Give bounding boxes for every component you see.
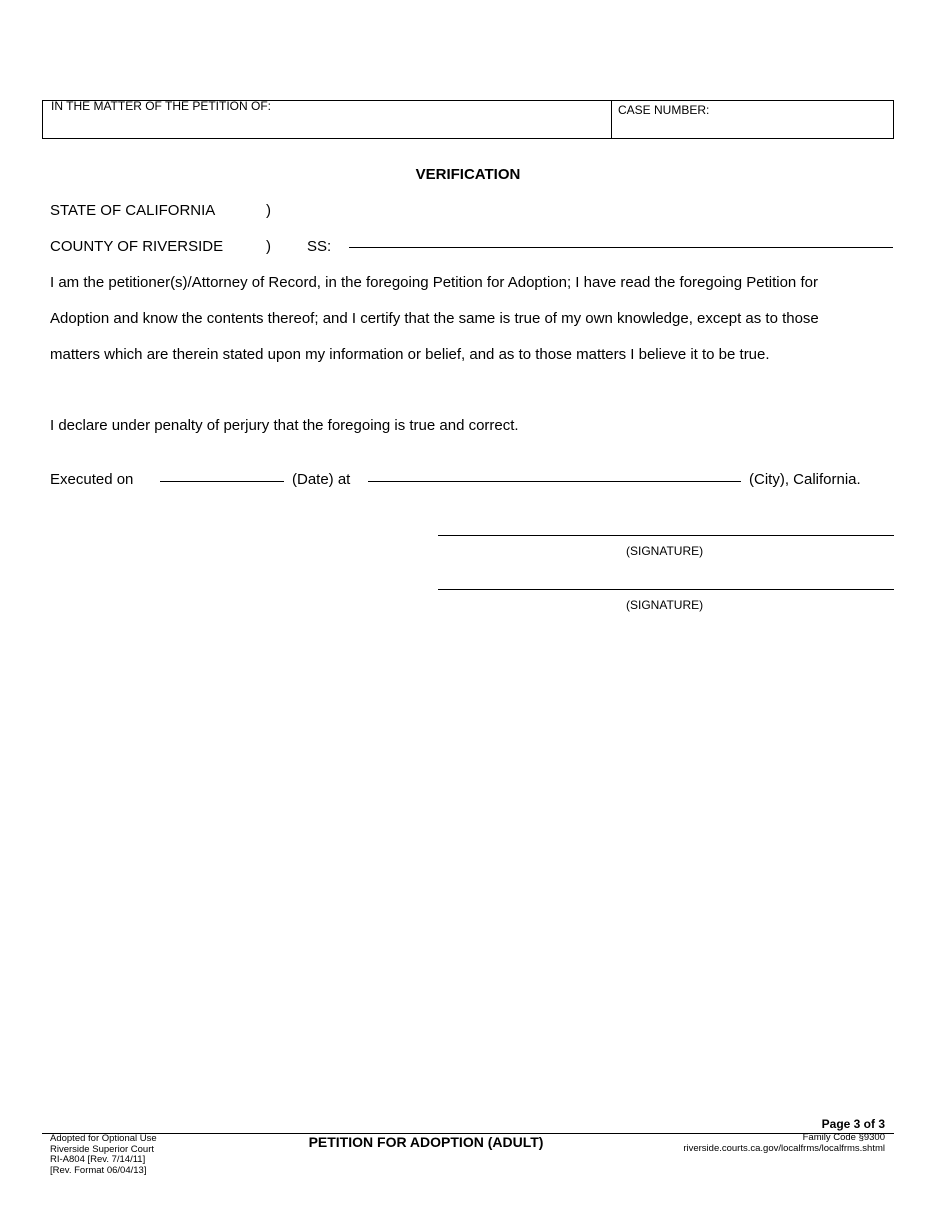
body-line-3: matters which are therein stated upon my information or belief, and as to those matters I believe it to be true. — [50, 346, 770, 363]
state-paren: ) — [266, 202, 271, 219]
county-label: COUNTY OF RIVERSIDE — [50, 238, 224, 255]
date-at-label: (Date) at — [292, 471, 351, 488]
page-title: VERIFICATION — [415, 166, 521, 183]
matter-label: IN THE MATTER OF THE PETITION OF: — [51, 99, 272, 113]
footer-form-title: PETITION FOR ADOPTION (ADULT) — [308, 1134, 544, 1150]
footer-url: riverside.courts.ca.gov/localfrms/localfrms.shtml — [683, 1142, 885, 1154]
signature-line-2[interactable] — [438, 589, 894, 590]
footer-right — [683, 1133, 885, 1154]
case-number-label: CASE NUMBER: — [618, 103, 710, 117]
city-california-label: (City), California. — [749, 471, 861, 488]
footer-family-code: Family Code §9300 — [802, 1132, 885, 1143]
signature-label-1: (SIGNATURE) — [626, 544, 704, 558]
page-number: Page 3 of 3 — [821, 1117, 885, 1131]
caption-divider — [611, 100, 612, 139]
ss-label: SS: — [307, 238, 332, 255]
signature-line-1[interactable] — [438, 535, 894, 536]
footer-left-line-1: Adopted for Optional Use — [50, 1133, 157, 1144]
executed-on-label: Executed on — [50, 471, 134, 488]
body-line-1: I am the petitioner(s)/Attorney of Record, in the foregoing Petition for Adoption; I have read the foregoing Petition for — [50, 274, 818, 291]
footer-left-line-4: [Rev. Format 06/04/13] — [50, 1164, 147, 1176]
city-fill-line[interactable] — [368, 481, 741, 482]
state-label: STATE OF CALIFORNIA — [50, 202, 216, 219]
declaration-text: I declare under penalty of perjury that the foregoing is true and correct. — [50, 417, 519, 434]
footer-left-line-2: Riverside Superior Court — [50, 1143, 155, 1155]
ss-fill-line[interactable] — [349, 247, 893, 248]
signature-label-2: (SIGNATURE) — [626, 598, 704, 612]
date-fill-line[interactable] — [160, 481, 284, 482]
footer-left-line-3: RI-A804 [Rev. 7/14/11] — [50, 1154, 146, 1165]
body-line-2: Adoption and know the contents thereof; and I certify that the same is true of my own knowledge, except as to those — [50, 310, 819, 327]
county-paren: ) — [266, 238, 271, 255]
